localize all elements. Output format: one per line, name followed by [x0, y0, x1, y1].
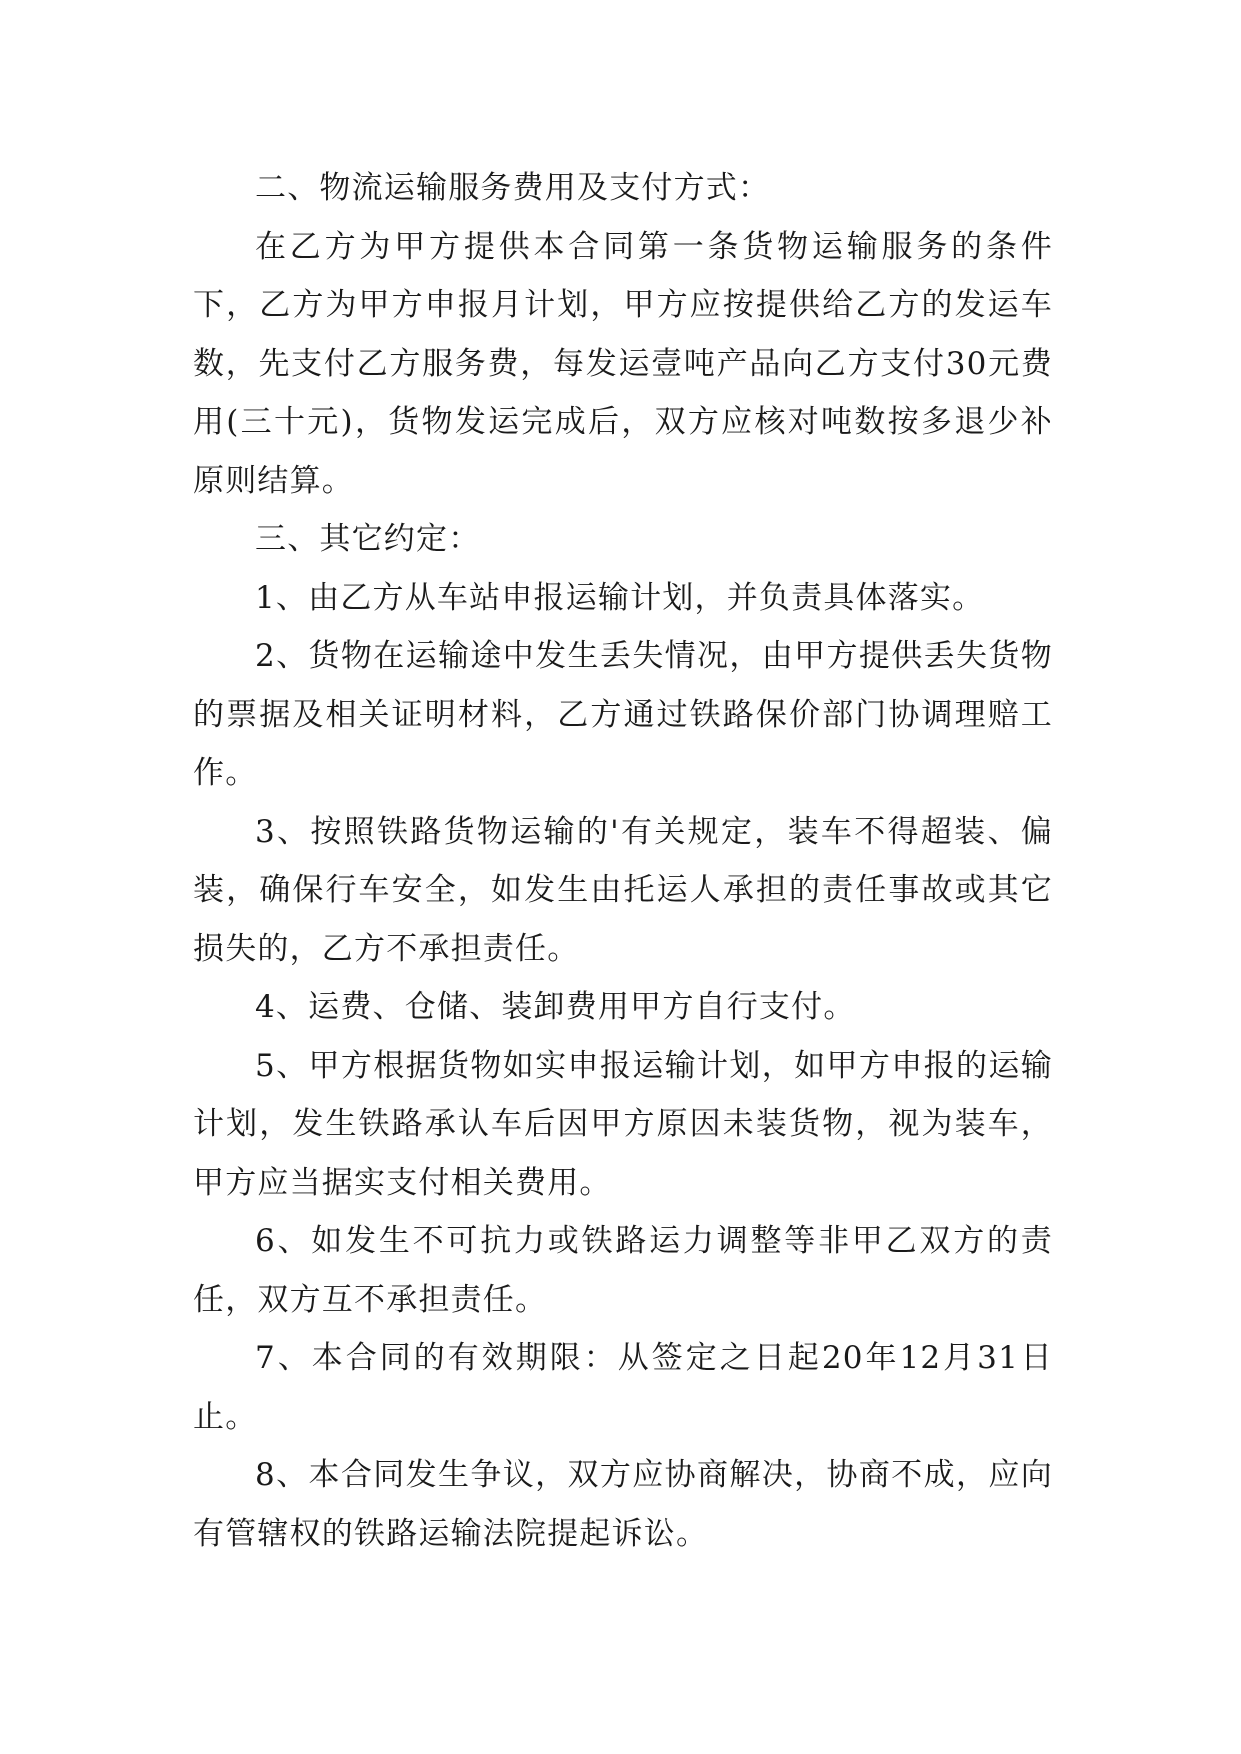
document-page	[193, 159, 1053, 1563]
paragraph-fee-terms: 在乙方为甲方提供本合同第一条货物运输服务的条件下，乙方为甲方申报月计划，甲方应按提供给乙方的发运车数，先支付乙方服务费，每发运壹吨产品向乙方支付30元费用(三十元)，货物发运完成后，双方应核对吨数按多退少补原则结算。	[193, 228, 1053, 499]
clause-2: 2、货物在运输途中发生丢失情况，由甲方提供丢失货物的票据及相关证明材料，乙方通过铁路保价部门协调理赔工作。	[193, 638, 1053, 791]
clause-8: 8、本合同发生争议，双方应协商解决，协商不成，应向有管辖权的铁路运输法院提起诉讼。	[193, 1457, 1053, 1552]
section-heading-fees: 二、物流运输服务费用及支付方式：	[255, 170, 771, 206]
section-heading-other: 三、其它约定：	[255, 521, 481, 557]
clause-6: 6、如发生不可抗力或铁路运力调整等非甲乙双方的责任，双方互不承担责任。	[193, 1223, 1053, 1318]
clause-4: 4、运费、仓储、装卸费用甲方自行支付。	[255, 989, 856, 1025]
clause-1: 1、由乙方从车站申报运输计划，并负责具体落实。	[255, 579, 985, 616]
clause-7: 7、本合同的有效期限：从签定之日起20年12月31日止。	[193, 1340, 1053, 1435]
clause-5: 5、甲方根据货物如实申报运输计划，如甲方申报的运输计划，发生铁路承认车后因甲方原因未装货物，视为装车，甲方应当据实支付相关费用。	[193, 1047, 1053, 1201]
clause-3: 3、按照铁路货物运输的'有关规定，装车不得超装、偏装，确保行车安全，如发生由托运人承担的责任事故或其它损失的，乙方不承担责任。	[193, 813, 1053, 967]
